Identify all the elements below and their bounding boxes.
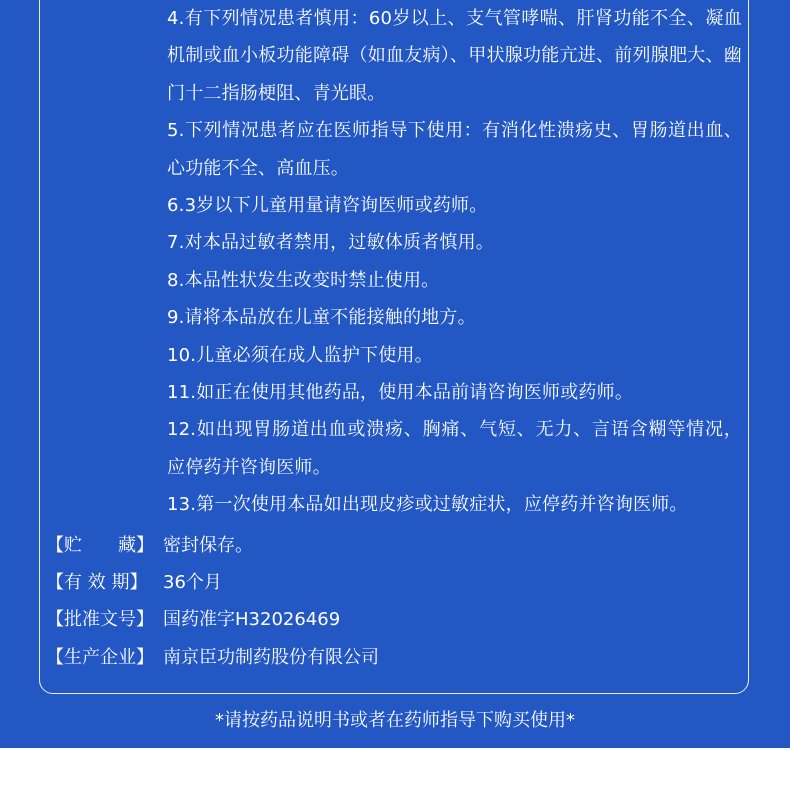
approval-row: [46, 601, 340, 639]
precautions-list: [167, 0, 742, 524]
precaution-item: 13.第一次使用本品如出现皮疹或过敏症状，应停药并咨询医师。: [167, 494, 688, 516]
precaution-item: 4.有下列情况患者慎用：60岁以上、支气管哮喘、肝肾功能不全、凝血机制或血小板功能障碍（如血友病）、甲状腺功能亢进、前列腺肥大、幽门十二指肠梗阻、青光眼。: [167, 8, 742, 104]
storage-label: 【贮 藏】: [46, 535, 154, 556]
precaution-item: 5.下列情况患者应在医师指导下使用：有消化性溃疡史、胃肠道出血、心功能不全、高血压。: [167, 120, 742, 179]
validity-label: 【有 效 期】: [46, 572, 148, 593]
precaution-item: 9.请将本品放在儿童不能接触的地方。: [167, 307, 476, 329]
precaution-item: 7.对本品过敏者禁用，过敏体质者慎用。: [167, 232, 494, 254]
manufacturer-label: 【生产企业】: [46, 647, 154, 668]
precaution-item: 11.如正在使用其他药品，使用本品前请咨询医师或药师。: [167, 382, 634, 404]
precaution-item: 8.本品性状发生改变时禁止使用。: [167, 269, 440, 291]
approval-label: 【批准文号】: [46, 609, 154, 630]
validity-value: 36个月: [163, 572, 222, 593]
precaution-item: 10.儿童必须在成人监护下使用。: [167, 344, 433, 366]
precaution-item: 6.3岁以下儿童用量请咨询医师或药师。: [167, 195, 488, 217]
manufacturer-row: [46, 639, 379, 677]
purchase-notice: *请按药品说明书或者在药师指导下购买使用*: [215, 710, 575, 731]
storage-row: [46, 527, 253, 565]
approval-value: 国药准字H32026469: [163, 609, 341, 630]
storage-value: 密封保存。: [163, 535, 253, 556]
precaution-item: 12.如出现胃肠道出血或溃疡、胸痛、气短、无力、言语含糊等情况，应停药并咨询医师。: [167, 419, 742, 478]
manufacturer-value: 南京臣功制药股份有限公司: [163, 647, 379, 668]
validity-row: [46, 564, 222, 602]
